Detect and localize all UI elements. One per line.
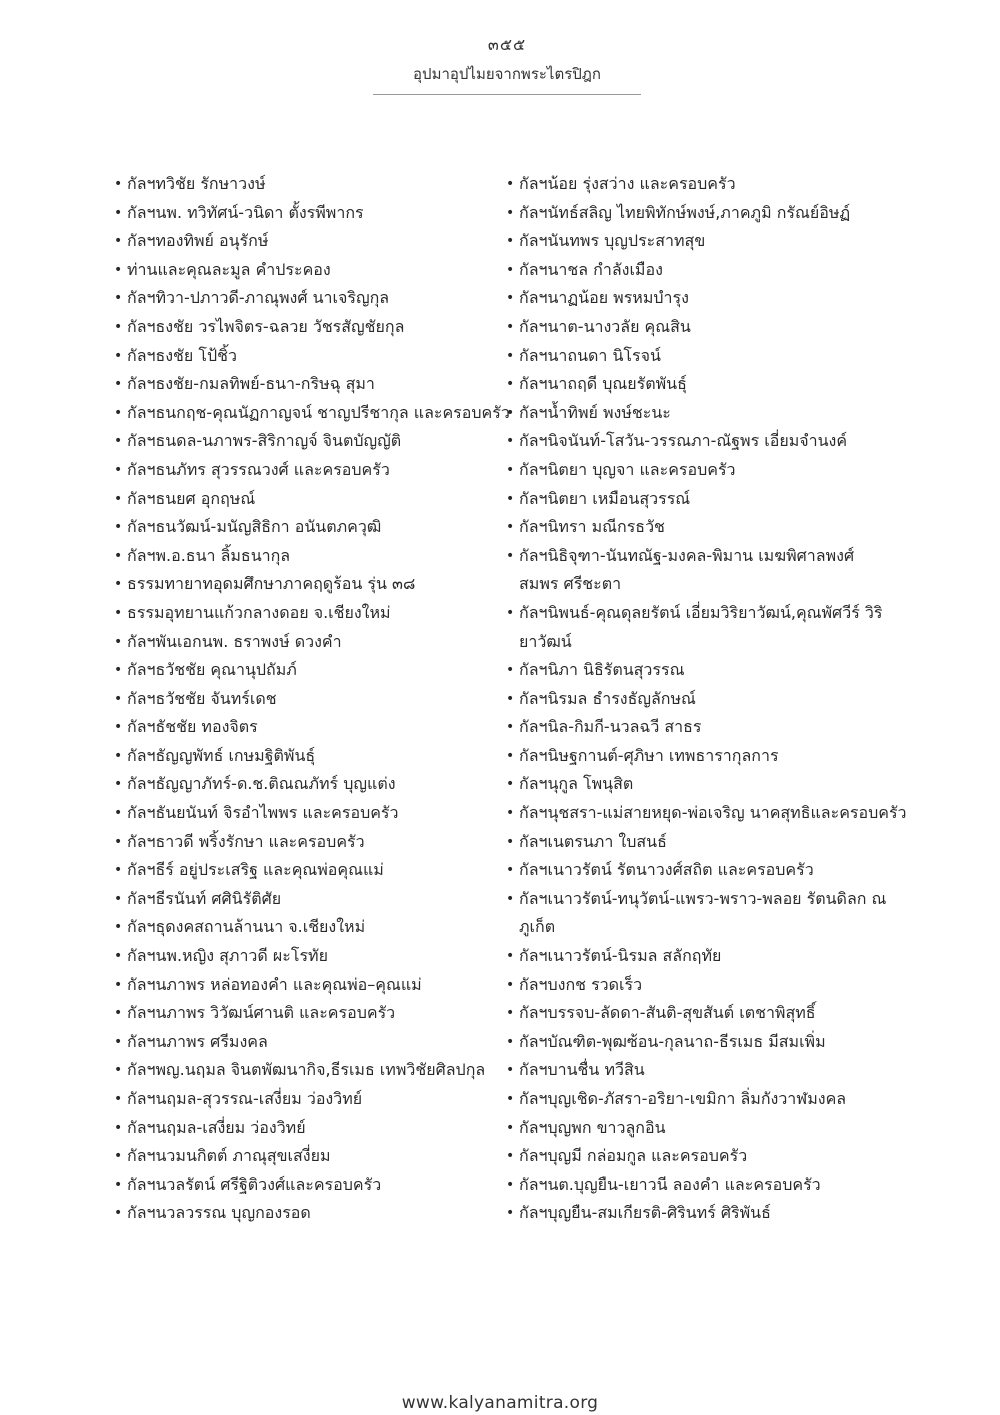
- donor-list-item: • กัลฯธุดงคสถานล้านนา จ.เชียงใหม่: [113, 913, 503, 942]
- donor-list-item: • กัลฯธีร์ อยู่ประเสริฐ และคุณพ่อคุณแม่: [113, 856, 503, 885]
- donor-list-item: • กัลฯนันทพร บุญประสาทสุข: [505, 227, 890, 256]
- donor-list-item: • กัลฯนิล-กิมกี-นวลฉวี สาธร: [505, 713, 890, 742]
- donor-list-item: • กัลฯธัชชัย ทองจิตร: [113, 713, 503, 742]
- donor-list-item: • กัลฯนิตยา เหมือนสุวรรณ์: [505, 485, 890, 514]
- donor-list-item: • กัลฯบุญพก ขาวลูกอิน: [505, 1114, 890, 1143]
- donor-list-item: • กัลฯทิวา-ปภาวดี-ภาณุพงศ์ นาเจริญกุล: [113, 284, 503, 313]
- donor-list-item: • กัลฯธันยนันท์ จิรอำไพพร และครอบครัว: [113, 799, 503, 828]
- title-divider: [373, 94, 641, 95]
- donor-list-item: • กัลฯธวัชชัย คุณานุปถัมภ์: [113, 656, 503, 685]
- donor-list-item: • กัลฯธงชัย-กมลทิพย์-ธนา-กริษฉุ สุมา: [113, 370, 503, 399]
- donor-list-item: • ธรรมอุทยานแก้วกลางดอย จ.เชียงใหม่: [113, 599, 503, 628]
- donor-list-item: • กัลฯนิภา นิธิรัตนสุวรรณ: [505, 656, 890, 685]
- donor-list-item: • กัลฯธนกฤช-คุณนัฏกาญจน์ ชาญปรีชากุล และครอบครัว: [113, 399, 503, 428]
- donor-list-item: • กัลฯเนาวรัตน์-ทนุวัตน์-แพรว-พราว-พลอย รัตนดิลก ณ ภูเก็ต: [505, 885, 890, 942]
- donor-list-item: • กัลฯนิจนันท์-โสวัน-วรรณภา-ณัฐพร เอี่ยมจำนงค์: [505, 427, 890, 456]
- footer-website-url[interactable]: www.kalyanamitra.org: [401, 1393, 599, 1413]
- donor-list-item: • กัลฯทองทิพย์ อนุรักษ์: [113, 227, 503, 256]
- donor-list-item: • กัลฯนภาพร ศรีมงคล: [113, 1028, 503, 1057]
- donor-list-item: • กัลฯทวิชัย รักษาวงษ์: [113, 170, 503, 199]
- donor-list-item: • กัลฯเนาวรัตน์-นิรมล สลักฤทัย: [505, 942, 890, 971]
- donor-list-item: • กัลฯพญ.นฤมล จินตพัฒนากิจ,ธีรเมธ เทพวิชัยศิลปกุล: [113, 1056, 503, 1085]
- donor-list-item: • กัลฯนพ. ทวิทัศน์-วนิดา ตั้งรพีพากร: [113, 199, 503, 228]
- donor-list-item: • กัลฯน้ำทิพย์ พงษ์ชะนะ: [505, 399, 890, 428]
- donor-list-item: • กัลฯบรรจบ-ลัดดา-สันติ-สุขสันต์ เตชาพิสุทธิ์: [505, 999, 890, 1028]
- donor-list-item: • กัลฯเนตรนภา ใบสนธ์: [505, 828, 890, 857]
- donor-list-item: • กัลฯนุชสรา-แม่สายหยุด-พ่อเจริญ นาคสุทธิและครอบครัว: [505, 799, 890, 828]
- donor-list-item: • กัลฯนิษฐกานต์-ศุภิษา เทพธารากุลการ: [505, 742, 890, 771]
- donor-list-item: • กัลฯนิทรา มณีกรธวัช: [505, 513, 890, 542]
- donor-list-item: • กัลฯธงชัย โป้ชิ้ว: [113, 342, 503, 371]
- donor-list-item: • กัลฯนภาพร วิวัฒน์ศานติ และครอบครัว: [113, 999, 503, 1028]
- donor-list-item: • กัลฯนัทธ์สลิญ ไทยพิทักษ์พงษ์,ภาคภูมิ กรัณย์อิษฏ์: [505, 199, 890, 228]
- donor-list-item: • กัลฯธัญญพัทธ์ เกษมฐิติพันธุ์: [113, 742, 503, 771]
- donor-list-item: • กัลฯนวลวรรณ บุญกองรอด: [113, 1199, 503, 1228]
- donor-list-item: • กัลฯนพ.หญิง สุภาวดี ผะโรทัย: [113, 942, 503, 971]
- donor-list-item: • กัลฯบุญเชิด-ภัสรา-อริยา-เขมิกา ลิ่มกังวาฬมงคล: [505, 1085, 890, 1114]
- donor-list-item: • กัลฯนต.บุญยืน-เยาวนี ลองคำ และครอบครัว: [505, 1171, 890, 1200]
- donor-list-item: • กัลฯบุญยืน-สมเกียรติ-ศิรินทร์ ศิริพันธ์: [505, 1199, 890, 1228]
- donor-list-item: • กัลฯบานชื่น ทวีสิน: [505, 1056, 890, 1085]
- donor-list-item: • กัลฯนภาพร หล่อทองคำ และคุณพ่อ–คุณแม่: [113, 971, 503, 1000]
- donor-list-item: • กัลฯนิธิจุฑา-นันทณัฐ-มงคล-พิมาน เมฆพิศาลพงศ์ สมพร ศรีชะตา: [505, 542, 890, 599]
- donor-list-item: • กัลฯนาถนดา นิโรจน์: [505, 342, 890, 371]
- donor-list-item: • กัลฯเนาวรัตน์ รัตนาวงศ์สถิต และครอบครัว: [505, 856, 890, 885]
- donor-list-item: • กัลฯนฤมล-สุวรรณ-เสงี่ยม ว่องวิทย์: [113, 1085, 503, 1114]
- donor-list-item: • กัลฯนิรมล ธำรงธัญลักษณ์: [505, 685, 890, 714]
- donor-list-item: • กัลฯนฤมล-เสงี่ยม ว่องวิทย์: [113, 1114, 503, 1143]
- donor-list-item: • กัลฯธนวัฒน์-มนัญสิธิกา อนันตภควุฒิ: [113, 513, 503, 542]
- donor-list-item: • กัลฯนุกูล โพนุสิต: [505, 770, 890, 799]
- donor-list-item: • กัลฯนาถฤดี บุณยรัตพันธุ์: [505, 370, 890, 399]
- donor-list-item: • กัลฯพ.อ.ธนา ลิ้มธนากุล: [113, 542, 503, 571]
- donor-list-item: • กัลฯบุญมี กล่อมกูล และครอบครัว: [505, 1142, 890, 1171]
- donor-list-item: • กัลฯธวัชชัย จันทร์เดช: [113, 685, 503, 714]
- donor-list-right: [505, 170, 907, 1228]
- book-title: อุปมาอุปไมยจากพระไตรปิฎก: [413, 65, 601, 83]
- donor-list-item: • กัลฯน้อย รุ่งสว่าง และครอบครัว: [505, 170, 890, 199]
- page-number: ๓๕๕: [487, 35, 527, 54]
- donor-list-item: • กัลฯนาฏน้อย พรหมบำรุง: [505, 284, 890, 313]
- donor-list-item: • กัลฯนวมนกิตต์ ภาณุสุขเสงี่ยม: [113, 1142, 503, 1171]
- donor-list-item: • กัลฯบงกช รวดเร็ว: [505, 971, 890, 1000]
- donor-list-item: • กัลฯธีรนันท์ ศศินิรัติศัย: [113, 885, 503, 914]
- donor-list-item: • กัลฯธนดล-นภาพร-สิริกาญจ์ จินตบัญญัติ: [113, 427, 503, 456]
- donor-list-item: • กัลฯบัณฑิต-พุฒซ้อน-กุลนาถ-ธีรเมธ มีสมเพิ่ม: [505, 1028, 890, 1057]
- donor-list-item: • กัลฯธนภัทร สุวรรณวงศ์ และครอบครัว: [113, 456, 503, 485]
- donor-list-item: • กัลฯนิตยา บุญจา และครอบครัว: [505, 456, 890, 485]
- donor-list-item: • กัลฯธัญญาภัทร์-ด.ช.ติณณภัทร์ บุญแต่ง: [113, 770, 503, 799]
- donor-list-item: • กัลฯธงชัย วรไพจิตร-ฉลวย วัชรสัญชัยกุล: [113, 313, 503, 342]
- donor-list-item: • กัลฯนาต-นางวลัย คุณสิน: [505, 313, 890, 342]
- donor-list-left: [113, 170, 510, 1228]
- donor-list-item: • กัลฯธาวดี พริ้งรักษา และครอบครัว: [113, 828, 503, 857]
- donor-list-item: • กัลฯนวลรัตน์ ศรีฐิติวงศ์และครอบครัว: [113, 1171, 503, 1200]
- donor-list-item: • กัลฯธนยศ อุกฤษณ์: [113, 485, 503, 514]
- donor-list-item: • กัลฯพันเอกนพ. ธราพงษ์ ดวงคำ: [113, 628, 503, 657]
- donor-list-item: • ธรรมทายาทอุดมศึกษาภาคฤดูร้อน รุ่น ๓๘: [113, 570, 503, 599]
- donor-list-item: • กัลฯนาชล กำลังเมือง: [505, 256, 890, 285]
- donor-list-item: • ท่านและคุณละมูล คำประคอง: [113, 256, 503, 285]
- donor-list-item: • กัลฯนิพนธ์-คุณดุลยรัตน์ เอี่ยมวิริยาวัฒน์,คุณพัศวีร์ วิริยาวัฒน์: [505, 599, 890, 656]
